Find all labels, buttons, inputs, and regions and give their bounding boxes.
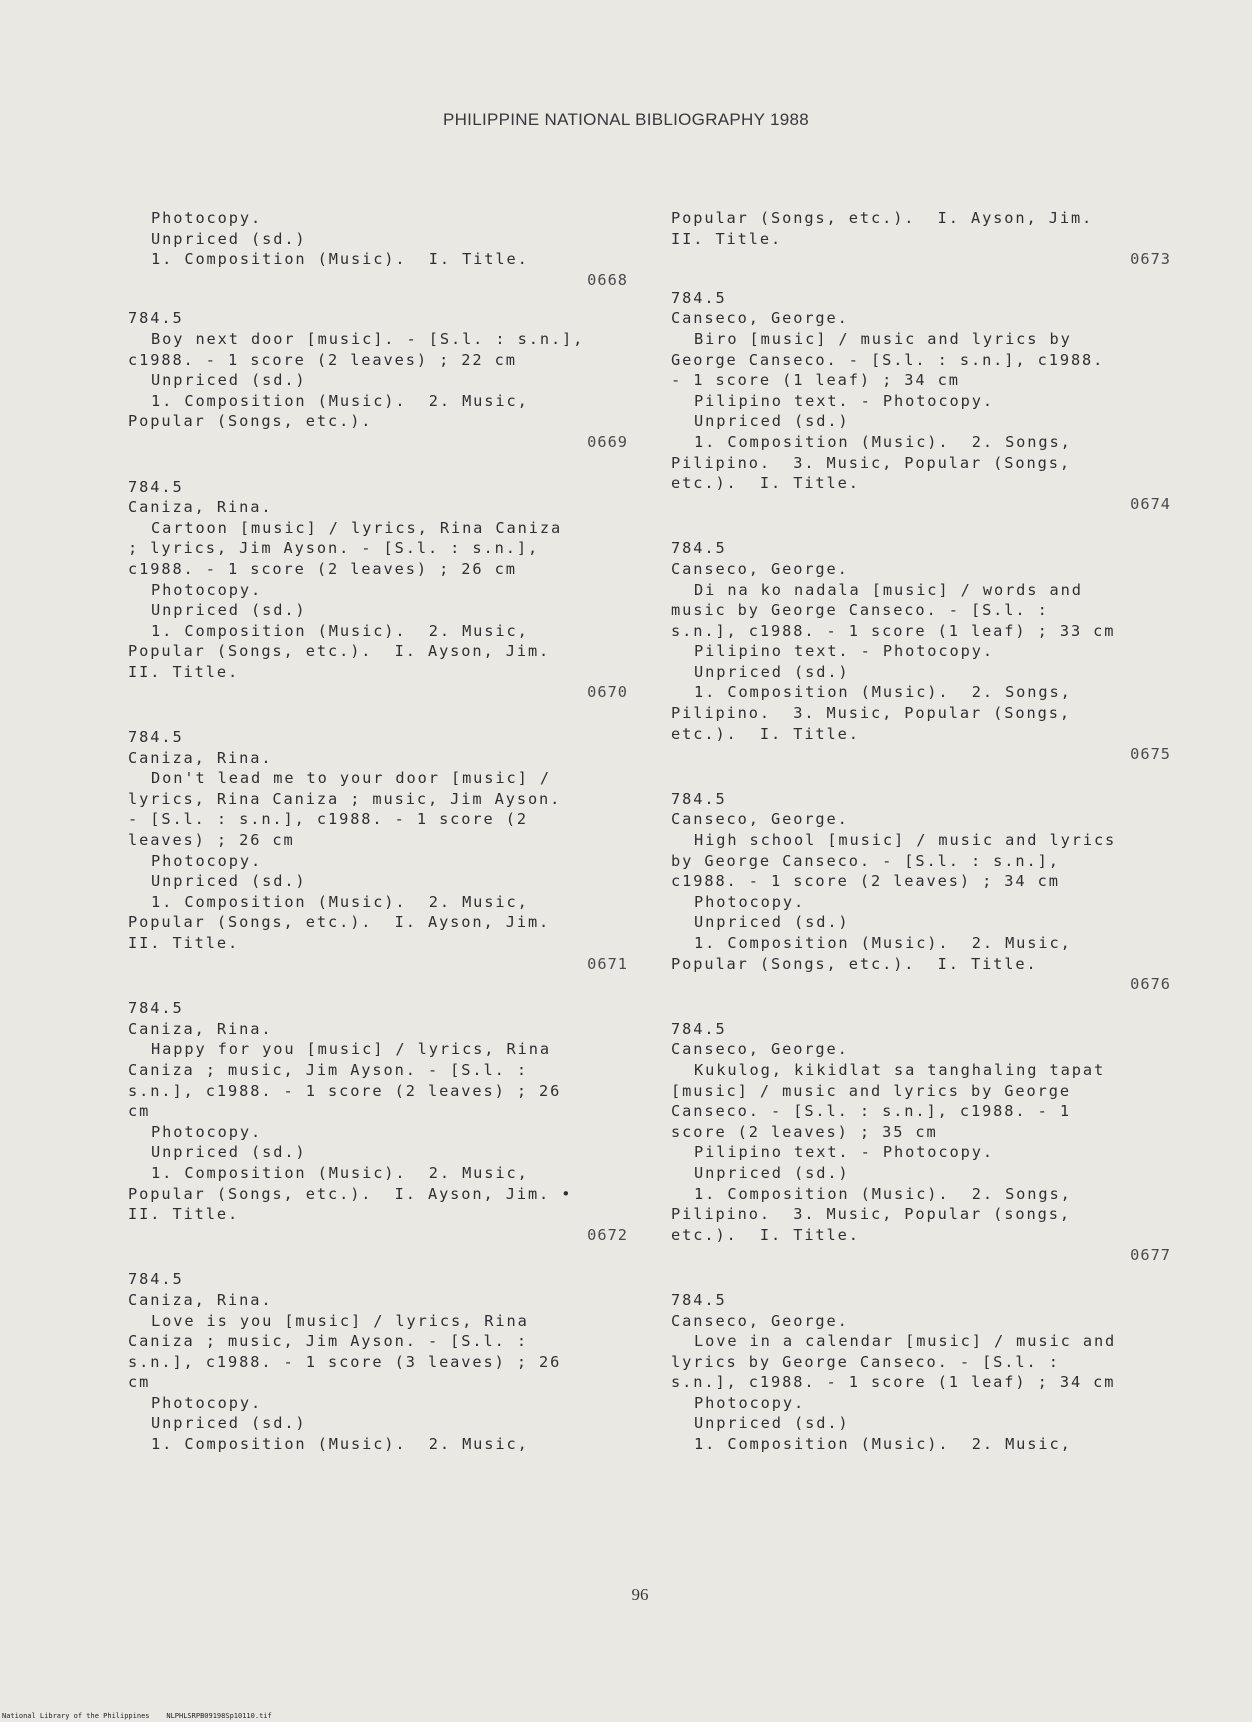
entry-line: Unpriced (sd.) — [151, 229, 307, 248]
entry-line: Caniza, Rina. — [128, 1290, 273, 1309]
right-column — [671, 208, 1171, 1479]
entry-line: Unpriced (sd.) — [694, 913, 850, 932]
entry-line: Photocopy. — [694, 892, 806, 911]
entry-line: Caniza, Rina. — [128, 1019, 273, 1038]
page-number: 96 — [631, 1585, 649, 1604]
class-number: 784.5 — [128, 477, 184, 496]
entry-line: Canseco. - [S.l. : s.n.], c1988. - 1 — [671, 1102, 1071, 1121]
entry-line: Love in a calendar [music] / music and — [694, 1332, 1117, 1351]
entry-number: 0670 — [587, 683, 628, 702]
entry-line: Popular (Songs, etc.). I. Ayson, Jim. — [128, 642, 551, 661]
class-number: 784.5 — [671, 539, 727, 558]
entry-line: ; lyrics, Jim Ayson. - [S.l. : s.n.], — [128, 539, 540, 558]
entry-line: Photocopy. — [694, 1393, 806, 1412]
entry-line: 1. Composition (Music). 2. Music, — [151, 621, 529, 640]
entry-line: 1. Composition (Music). 2. Music, — [694, 934, 1072, 952]
entry-line: cm — [128, 1102, 151, 1121]
entry-line: Unpriced (sd.) — [151, 1143, 307, 1162]
entry-line: Biro [music] / music and lyrics by — [694, 329, 1072, 348]
entry-line: etc.). I. Title. — [671, 474, 860, 493]
entry-line: s.n.], c1988. - 1 score (1 leaf) ; 33 cm — [671, 621, 1116, 640]
entry-line: Don't lead me to your door [music] / — [151, 769, 551, 788]
entry-line: 1. Composition (Music). 2. Music, — [694, 1435, 1072, 1454]
entry-line: score (2 leaves) ; 35 cm — [671, 1122, 938, 1141]
class-number: 784.5 — [671, 1290, 727, 1309]
class-number: 784.5 — [128, 999, 184, 1018]
class-number: 784.5 — [671, 288, 727, 307]
entry-line: 1. Composition (Music). 2. Music, — [151, 1435, 529, 1454]
entry-line: Canseco, George. — [671, 1311, 849, 1330]
entry-line: - [S.l. : s.n.], c1988. - 1 score (2 — [128, 810, 528, 829]
entry-line: Photocopy. — [151, 580, 263, 599]
entry-line: Pilipino. 3. Music, Popular (songs, — [671, 1205, 1071, 1224]
bibliography-entry — [671, 538, 1171, 765]
entry-line: II. Title. — [128, 662, 240, 681]
entry-line: Pilipino text. - Photocopy. — [694, 1143, 994, 1162]
entry-number: 0677 — [1130, 1246, 1171, 1265]
entry-line: Love is you [music] / lyrics, Rina — [151, 1311, 529, 1330]
class-number: 784.5 — [128, 1270, 184, 1289]
entry-line: Photocopy. — [151, 851, 263, 870]
class-number: 784.5 — [128, 309, 184, 328]
entry-line: s.n.], c1988. - 1 score (1 leaf) ; 34 cm — [671, 1373, 1116, 1392]
entry-line: Kukulog, kikidlat sa tanghaling tapat — [694, 1060, 1106, 1079]
bibliography-entry — [128, 308, 628, 452]
entry-line: Popular (Songs, etc.). I. Ayson, Jim. — [128, 913, 551, 932]
entry-line: Unpriced (sd.) — [694, 1163, 850, 1182]
scan-footer: National Library of the Philippines NLPHLSRPB09198Sp10110.tif — [2, 1712, 272, 1720]
entry-line: Happy for you [music] / lyrics, Rina — [151, 1040, 551, 1059]
entry-line: Unpriced (sd.) — [151, 601, 307, 620]
entry-line: Unpriced (sd.) — [694, 1414, 850, 1433]
entry-line: Unpriced (sd.) — [694, 662, 850, 681]
entry-line: c1988. - 1 score (2 leaves) ; 26 cm — [128, 559, 517, 578]
entry-number: 0672 — [587, 1225, 628, 1244]
entry-line: Cartoon [music] / lyrics, Rina Caniza — [151, 518, 563, 537]
bibliography-entry — [671, 1019, 1171, 1266]
entry-line: Pilipino. 3. Music, Popular (Songs, — [671, 704, 1071, 723]
entry-line: Di na ko nadala [music] / words and — [694, 580, 1083, 599]
bibliography-entry — [128, 727, 628, 974]
entry-line: 1. Composition (Music). 2. Songs, — [694, 432, 1072, 451]
entry-line: Caniza, Rina. — [128, 748, 273, 767]
entry-line: 1. Composition (Music). 2. Songs, — [694, 683, 1072, 702]
entry-line: etc.). I. Title. — [671, 1225, 860, 1244]
entry-line: 1. Composition (Music). 2. Music, — [151, 892, 529, 911]
class-number: 784.5 — [128, 728, 184, 747]
bibliography-entry — [128, 477, 628, 704]
bibliography-entry — [128, 208, 628, 290]
entry-line: Canseco, George. — [671, 810, 849, 829]
entry-line: 1. Composition (Music). 2. Music, — [151, 391, 529, 410]
entry-line: Popular (Songs, etc.). — [128, 412, 373, 431]
entry-line: Popular (Songs, etc.). I. Title. — [671, 954, 1038, 973]
entry-number: 0676 — [1130, 975, 1171, 994]
entry-line: s.n.], c1988. - 1 score (2 leaves) ; 26 — [128, 1081, 562, 1100]
entry-line: s.n.], c1988. - 1 score (3 leaves) ; 26 — [128, 1352, 562, 1371]
page-header: PHILIPPINE NATIONAL BIBLIOGRAPHY 1988 — [442, 110, 810, 129]
entry-line: Unpriced (sd.) — [151, 371, 307, 390]
entry-line: music by George Canseco. - [S.l. : — [671, 601, 1049, 620]
entry-number: 0673 — [1130, 250, 1171, 269]
bibliography-entry — [671, 1290, 1171, 1455]
class-number: 784.5 — [671, 1019, 727, 1038]
entry-number: 0669 — [587, 432, 628, 451]
entry-line: leaves) ; 26 cm — [128, 831, 295, 850]
entry-line: Boy next door [music]. - [S.l. : s.n.], — [151, 329, 585, 348]
entry-line: by George Canseco. - [S.l. : s.n.], — [671, 851, 1060, 870]
class-number: 784.5 — [671, 789, 727, 808]
entry-line: etc.). I. Title. — [671, 724, 860, 743]
entry-number: 0668 — [587, 270, 628, 289]
entry-line: Canseco, George. — [671, 1040, 849, 1059]
entry-line: lyrics by George Canseco. - [S.l. : — [671, 1352, 1060, 1371]
entry-line: - 1 score (1 leaf) ; 34 cm — [671, 371, 960, 390]
entry-line: Popular (Songs, etc.). I. Ayson, Jim. — [671, 209, 1094, 227]
entry-line: Caniza, Rina. — [128, 498, 273, 517]
entry-number: 0671 — [587, 954, 628, 973]
entry-line: High school [music] / music and lyrics — [694, 831, 1117, 850]
bibliography-entry — [671, 288, 1171, 515]
entry-line: Photocopy. — [151, 1393, 263, 1412]
entry-line: c1988. - 1 score (2 leaves) ; 34 cm — [671, 872, 1060, 891]
entry-line: Unpriced (sd.) — [694, 412, 850, 431]
entry-line: [music] / music and lyrics by George — [671, 1081, 1071, 1100]
bibliography-entry — [128, 998, 628, 1245]
entry-line: 1. Composition (Music). I. Title. — [151, 250, 529, 269]
entry-line: Caniza ; music, Jim Ayson. - [S.l. : — [128, 1332, 528, 1351]
entry-line: II. Title. — [128, 934, 240, 952]
entry-line: Popular (Songs, etc.). I. Ayson, Jim. • — [128, 1184, 573, 1203]
bibliography-entry — [128, 1269, 628, 1454]
entry-line: II. Title. — [671, 229, 783, 248]
entry-line: c1988. - 1 score (2 leaves) ; 22 cm — [128, 350, 517, 369]
entry-line: Caniza ; music, Jim Ayson. - [S.l. : — [128, 1060, 528, 1079]
entry-line: cm — [128, 1373, 151, 1392]
entry-line: Canseco, George. — [671, 309, 849, 328]
entry-line: George Canseco. - [S.l. : s.n.], c1988. — [671, 350, 1105, 369]
entry-line: Pilipino text. - Photocopy. — [694, 391, 994, 410]
entry-line: Pilipino text. - Photocopy. — [694, 642, 994, 661]
entry-number: 0674 — [1130, 494, 1171, 513]
entry-line: 1. Composition (Music). 2. Music, — [151, 1163, 529, 1182]
entry-line: 1. Composition (Music). 2. Songs, — [694, 1184, 1072, 1203]
bibliography-entry — [671, 208, 1171, 270]
entry-line: Photocopy. — [151, 209, 263, 227]
entry-line: Photocopy. — [151, 1122, 263, 1141]
entry-line: Canseco, George. — [671, 559, 849, 578]
entry-line: Unpriced (sd.) — [151, 1414, 307, 1433]
bibliography-entry — [671, 789, 1171, 995]
left-column — [128, 208, 628, 1479]
entry-line: Pilipino. 3. Music, Popular (Songs, — [671, 453, 1071, 472]
entry-number: 0675 — [1130, 745, 1171, 764]
entry-line: lyrics, Rina Caniza ; music, Jim Ayson. — [128, 789, 562, 808]
entry-line: II. Title. — [128, 1205, 240, 1224]
entry-line: Unpriced (sd.) — [151, 872, 307, 891]
